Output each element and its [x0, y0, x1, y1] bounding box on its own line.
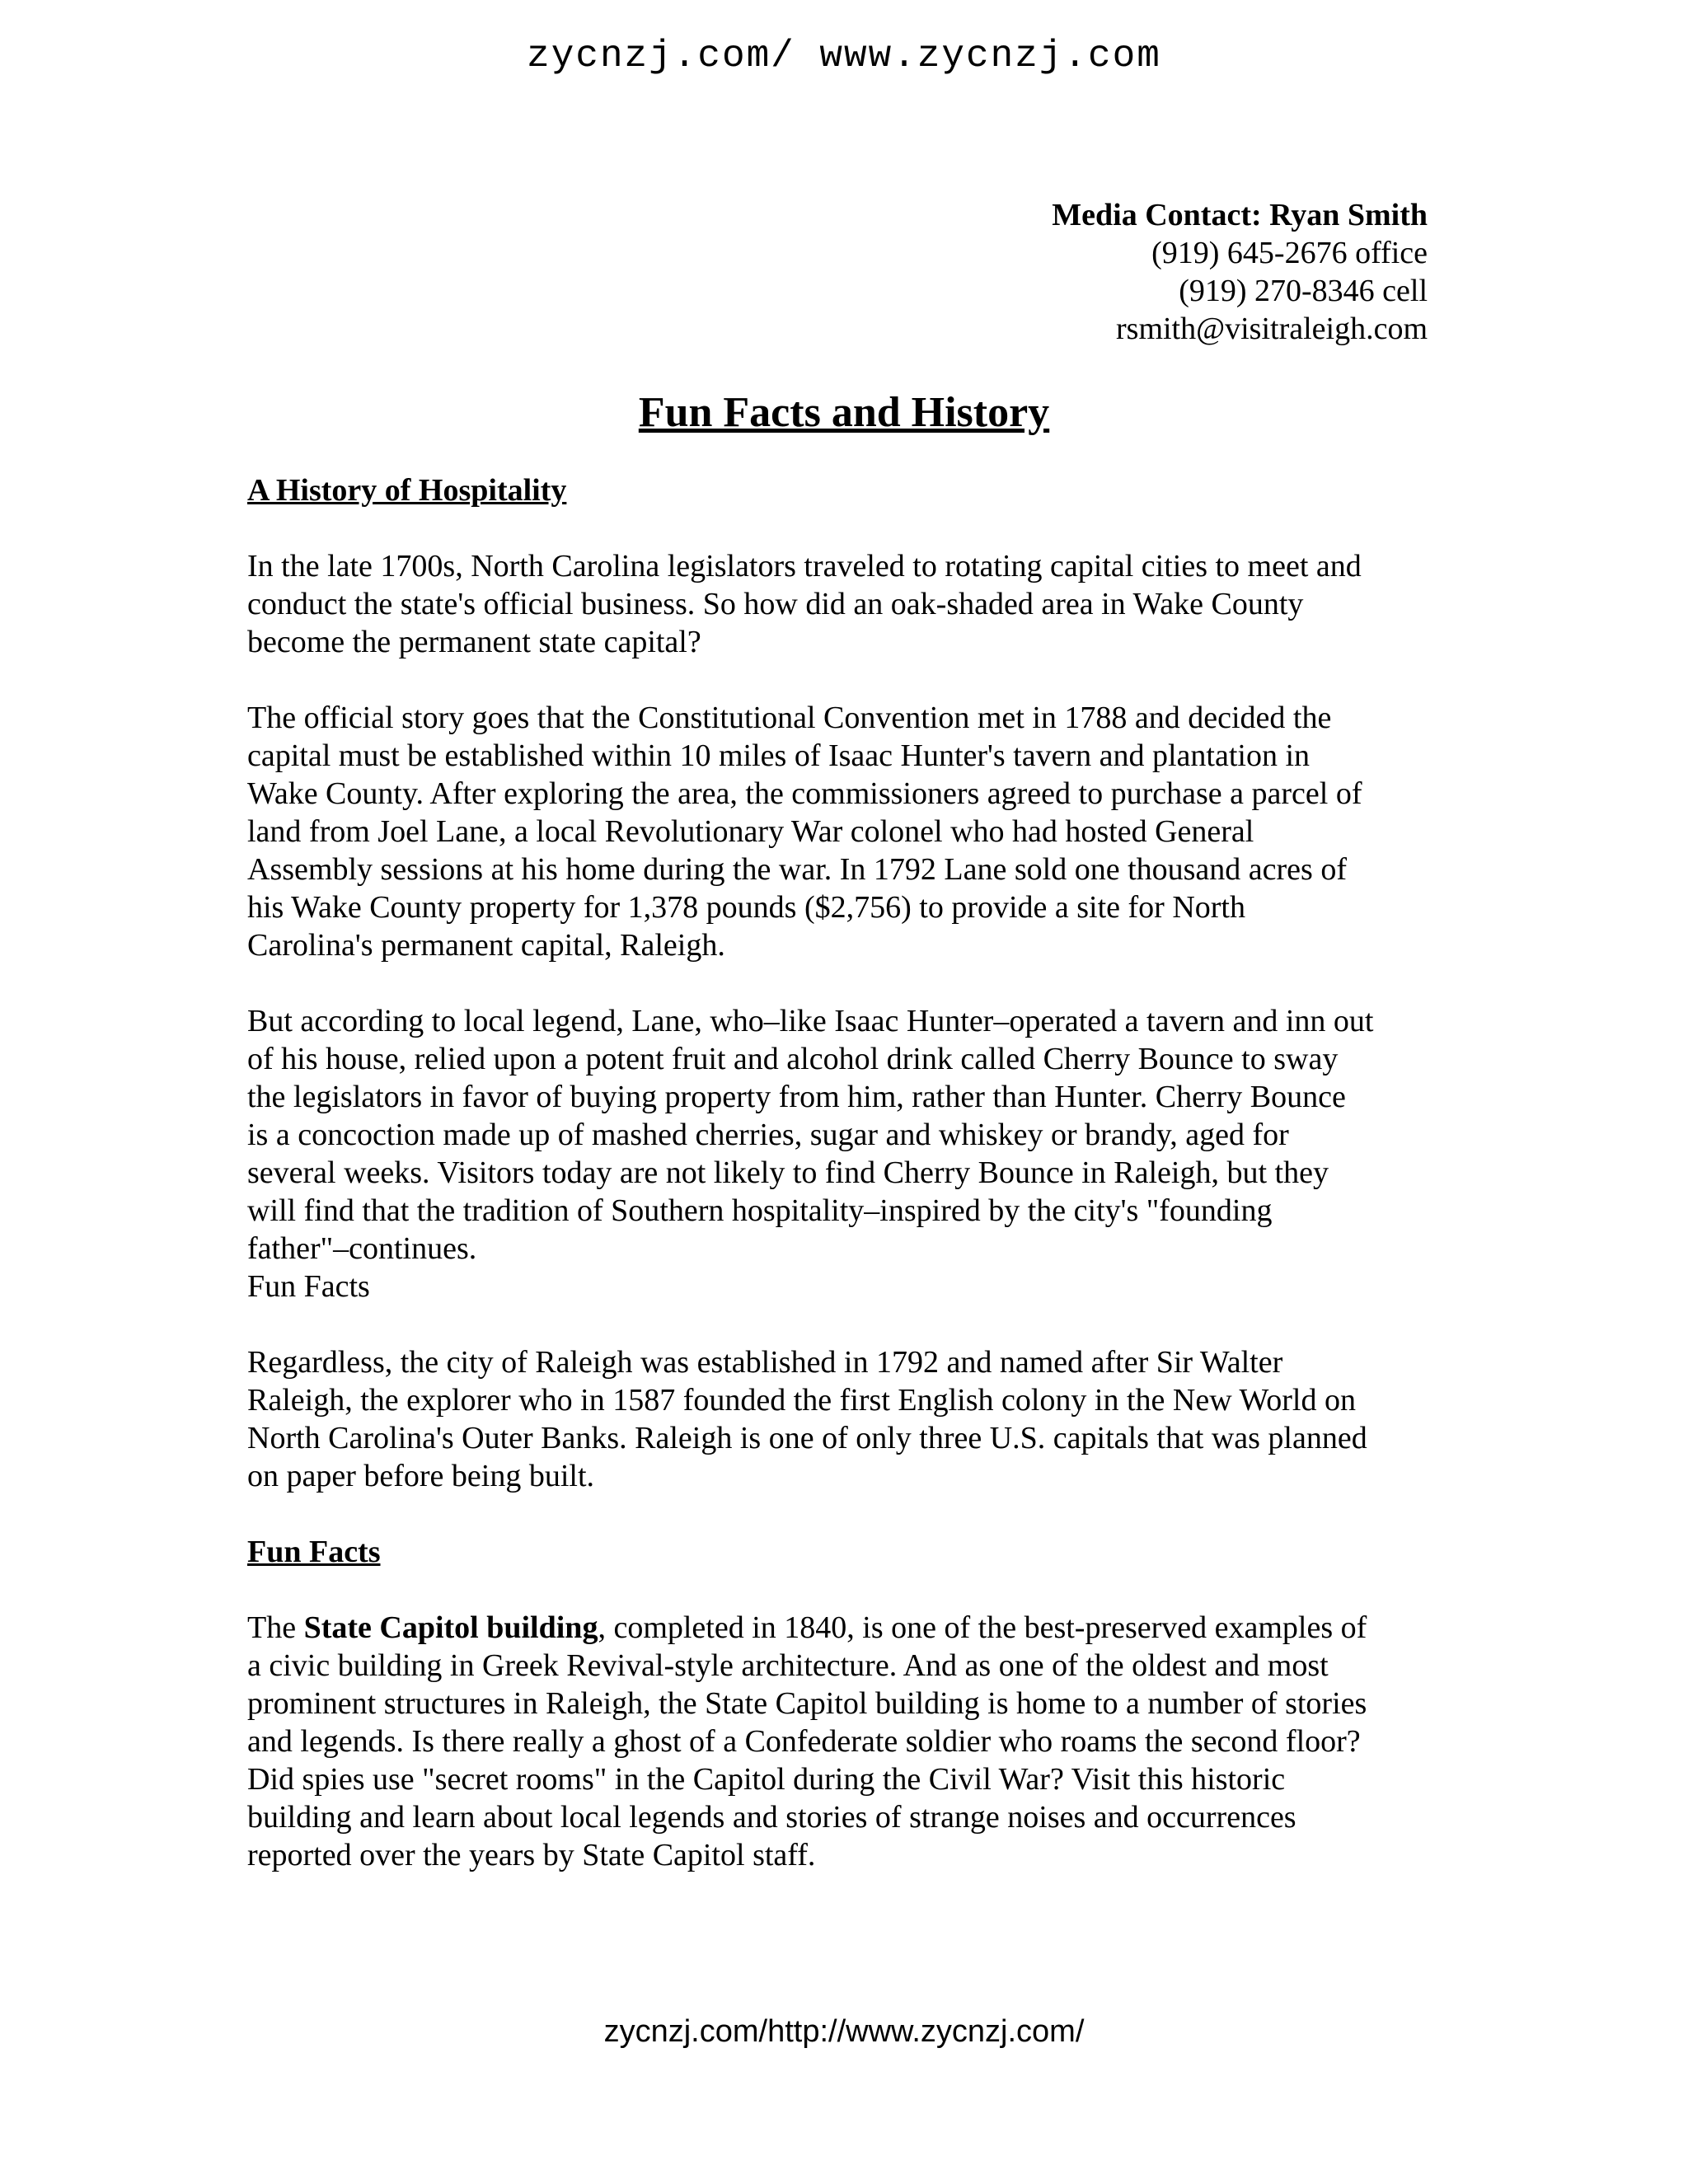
text-line: Fun Facts	[247, 1269, 370, 1304]
text-fragment: , completed in 1840, is one of the best-preserved examples of	[598, 1610, 1367, 1645]
text-line: capital must be established within 10 miles of Isaac Hunter's tavern and plantation in	[247, 738, 1311, 773]
contact-office-phone: (919) 645-2676 office	[1151, 236, 1428, 270]
text-line: is a concoction made up of mashed cherries, sugar and whiskey or brandy, aged for	[247, 1118, 1289, 1152]
text-line: conduct the state's official business. So how did an oak-shaded area in Wake County	[247, 587, 1304, 621]
text-line: North Carolina's Outer Banks. Raleigh is one of only three U.S. capitals that was planned	[247, 1421, 1367, 1455]
text-line: Wake County. After exploring the area, the commissioners agreed to purchase a parcel of	[247, 776, 1362, 811]
paragraph-hospitality-2	[247, 699, 1434, 964]
text-line: his Wake County property for 1,378 pounds ($2,756) to provide a site for North	[247, 890, 1245, 925]
contact-name: Media Contact: Ryan Smith	[1052, 198, 1428, 232]
text-line	[247, 1609, 1434, 1647]
text-line: The official story goes that the Constitutional Convention met in 1788 and decided the	[247, 701, 1332, 735]
document-body	[247, 471, 1434, 1874]
text-line: will find that the tradition of Southern hospitality–inspired by the city's "founding	[247, 1193, 1273, 1228]
contact-email: rsmith@visitraleigh.com	[1116, 312, 1428, 346]
text-line: on paper before being built.	[247, 1459, 595, 1493]
text-line: In the late 1700s, North Carolina legislators traveled to rotating capital cities to meet and	[247, 549, 1362, 583]
state-capitol-emphasis: State Capitol building	[303, 1610, 598, 1645]
watermark-bottom: zycnzj.com/http://www.zycnzj.com/	[603, 2014, 1085, 2049]
text-line: prominent structures in Raleigh, the State Capitol building is home to a number of stories	[247, 1686, 1367, 1721]
section-heading-hospitality: A History of Hospitality	[247, 473, 567, 508]
text-line: a civic building in Greek Revival-style architecture. And as one of the oldest and most	[247, 1648, 1329, 1683]
text-line: building and learn about local legends and stories of strange noises and occurrences	[247, 1800, 1296, 1835]
paragraph-hospitality-1	[247, 547, 1434, 661]
text-line: But according to local legend, Lane, who–like Isaac Hunter–operated a tavern and inn out	[247, 1004, 1374, 1038]
text-line: land from Joel Lane, a local Revolutionary War colonel who had hosted General	[247, 814, 1254, 849]
text-line: Carolina's permanent capital, Raleigh.	[247, 928, 725, 963]
paragraph-hospitality-4	[247, 1343, 1434, 1495]
text-line: Regardless, the city of Raleigh was established in 1792 and named after Sir Walter	[247, 1345, 1283, 1380]
page-title: Fun Facts and History	[638, 389, 1050, 436]
text-line: several weeks. Visitors today are not likely to find Cherry Bounce in Raleigh, but they	[247, 1155, 1329, 1190]
text-fragment: The	[247, 1610, 304, 1645]
text-line: of his house, relied upon a potent fruit and alcohol drink called Cherry Bounce to sway	[247, 1042, 1339, 1076]
paragraph-hospitality-3	[247, 1002, 1434, 1305]
text-line: Assembly sessions at his home during the war. In 1792 Lane sold one thousand acres of	[247, 852, 1347, 887]
text-line: father"–continues.	[247, 1231, 477, 1266]
media-contact-block	[1052, 196, 1428, 348]
text-line: the legislators in favor of buying property from him, rather than Hunter. Cherry Bounce	[247, 1080, 1346, 1114]
contact-cell-phone: (919) 270-8346 cell	[1179, 274, 1428, 308]
watermark-top: zycnzj.com/ www.zycnzj.com	[527, 35, 1161, 77]
text-line: and legends. Is there really a ghost of a Confederate soldier who roams the second floor?	[247, 1724, 1361, 1759]
text-line: reported over the years by State Capitol staff.	[247, 1838, 816, 1872]
text-line: Raleigh, the explorer who in 1587 founded the first English colony in the New World on	[247, 1383, 1356, 1418]
text-line: Did spies use "secret rooms" in the Capitol during the Civil War? Visit this historic	[247, 1762, 1286, 1797]
paragraph-fun-facts-1	[247, 1609, 1434, 1874]
section-heading-fun-facts: Fun Facts	[247, 1535, 381, 1569]
text-line: become the permanent state capital?	[247, 625, 701, 659]
